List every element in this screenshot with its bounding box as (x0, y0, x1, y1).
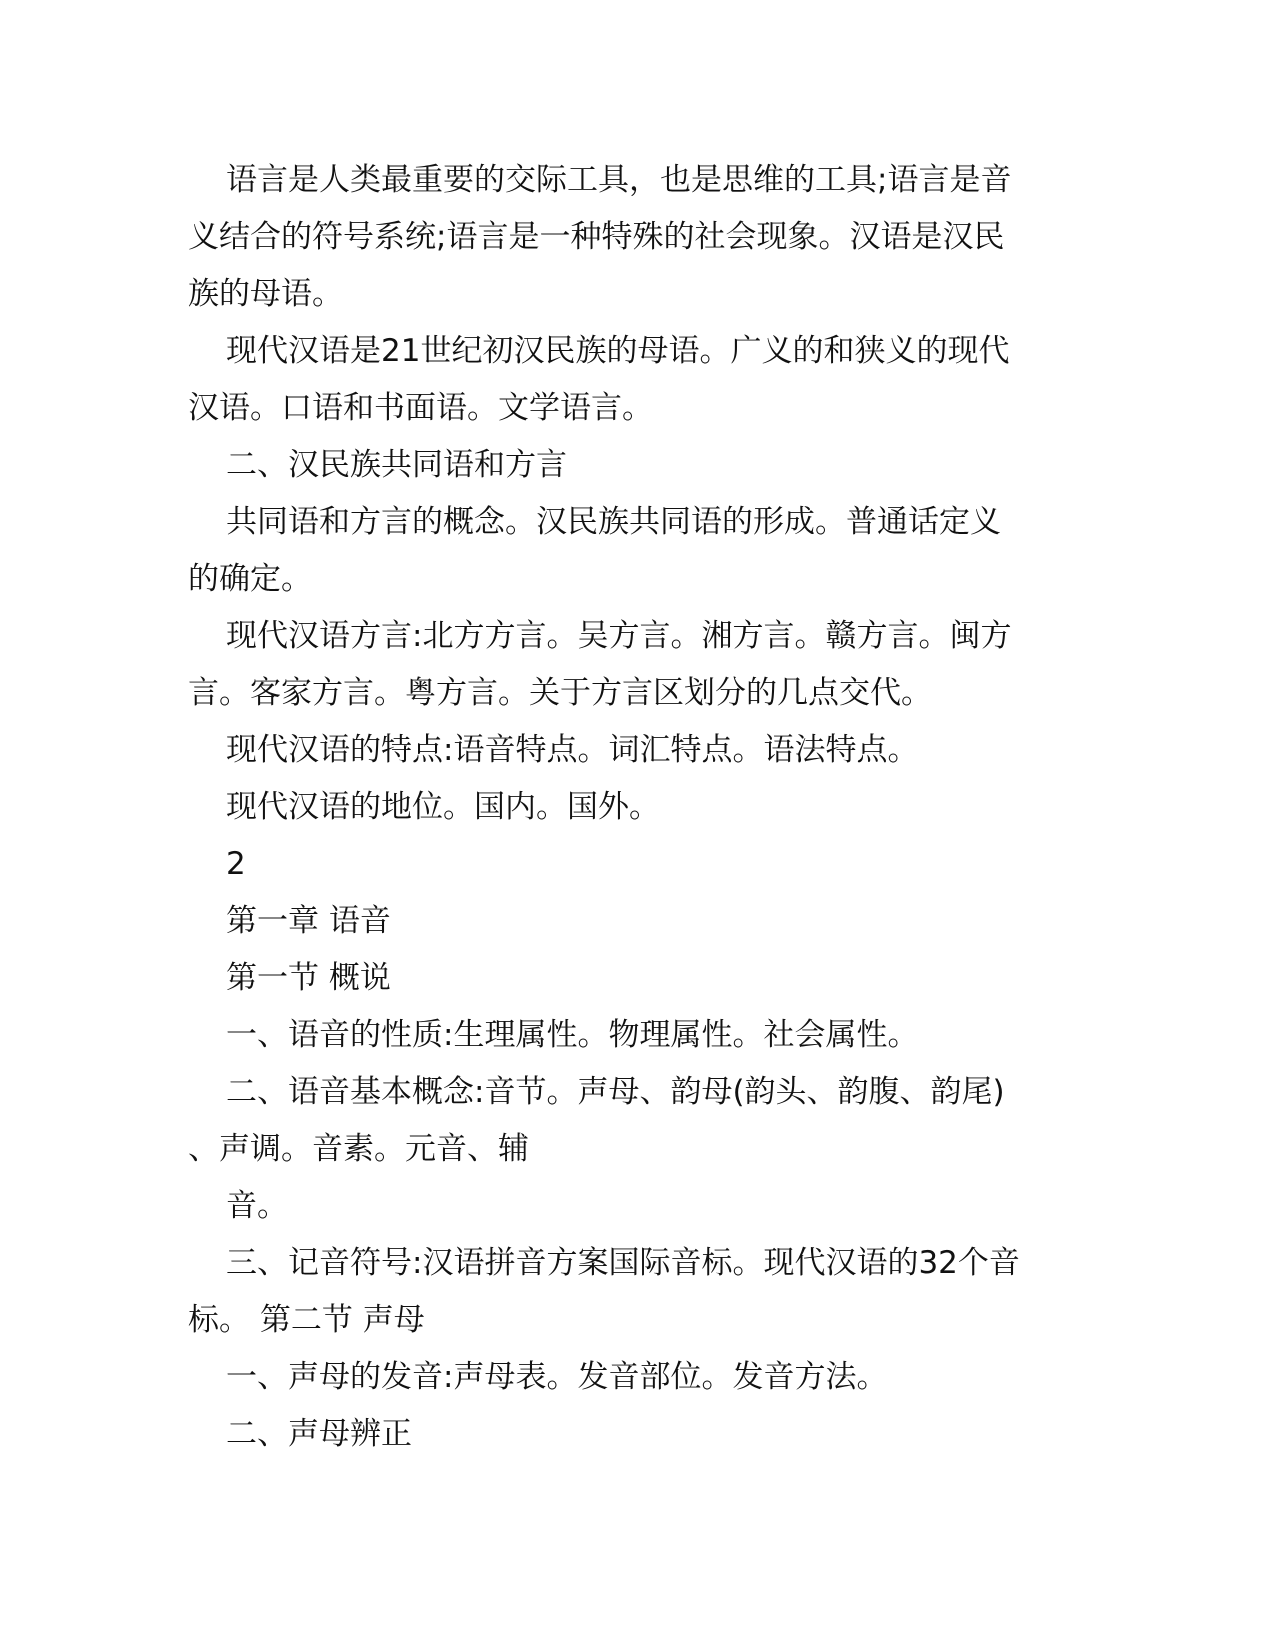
document-body (188, 152, 1068, 1463)
text-line: 二、语音基本概念:音节。声母、韵母(韵头、韵腹、韵尾) (226, 1074, 1005, 1110)
text-line: 现代汉语方言:北方方言。吴方言。湘方言。赣方言。闽方 (226, 618, 1012, 654)
text-line: 的确定。 (188, 561, 312, 597)
text-line: 现代汉语是21世纪初汉民族的母语。广义的和狭义的现代 (226, 333, 1010, 369)
text-line: 三、记音符号:汉语拼音方案国际音标。现代汉语的32个音 (226, 1245, 1020, 1281)
section-heading: 第一节 概说 (226, 960, 391, 996)
text-line: 一、语音的性质:生理属性。物理属性。社会属性。 (226, 1017, 919, 1053)
text-line: 语言是人类最重要的交际工具，也是思维的工具;语言是音 (226, 162, 1012, 198)
text-line: 义结合的符号系统;语言是一种特殊的社会现象。汉语是汉民 (188, 219, 1005, 255)
text-line: 言。客家方言。粤方言。关于方言区划分的几点交代。 (188, 675, 932, 711)
text-line: 汉语。口语和书面语。文学语言。 (188, 390, 653, 426)
page-number-text: 2 (226, 846, 246, 882)
text-line: 音。 (226, 1188, 288, 1224)
text-line: 、声调。音素。元音、辅 (188, 1131, 529, 1167)
chapter-heading: 第一章 语音 (226, 903, 391, 939)
text-line: 二、声母辨正 (226, 1416, 412, 1452)
section-heading: 二、汉民族共同语和方言 (226, 447, 567, 483)
text-line: 族的母语。 (188, 276, 343, 312)
text-line: 标。 第二节 声母 (188, 1302, 425, 1338)
text-line: 现代汉语的地位。国内。国外。 (226, 789, 660, 825)
text-line: 现代汉语的特点:语音特点。词汇特点。语法特点。 (226, 732, 919, 768)
text-line: 一、声母的发音:声母表。发音部位。发音方法。 (226, 1359, 888, 1395)
text-line: 共同语和方言的概念。汉民族共同语的形成。普通话定义 (226, 504, 1001, 540)
